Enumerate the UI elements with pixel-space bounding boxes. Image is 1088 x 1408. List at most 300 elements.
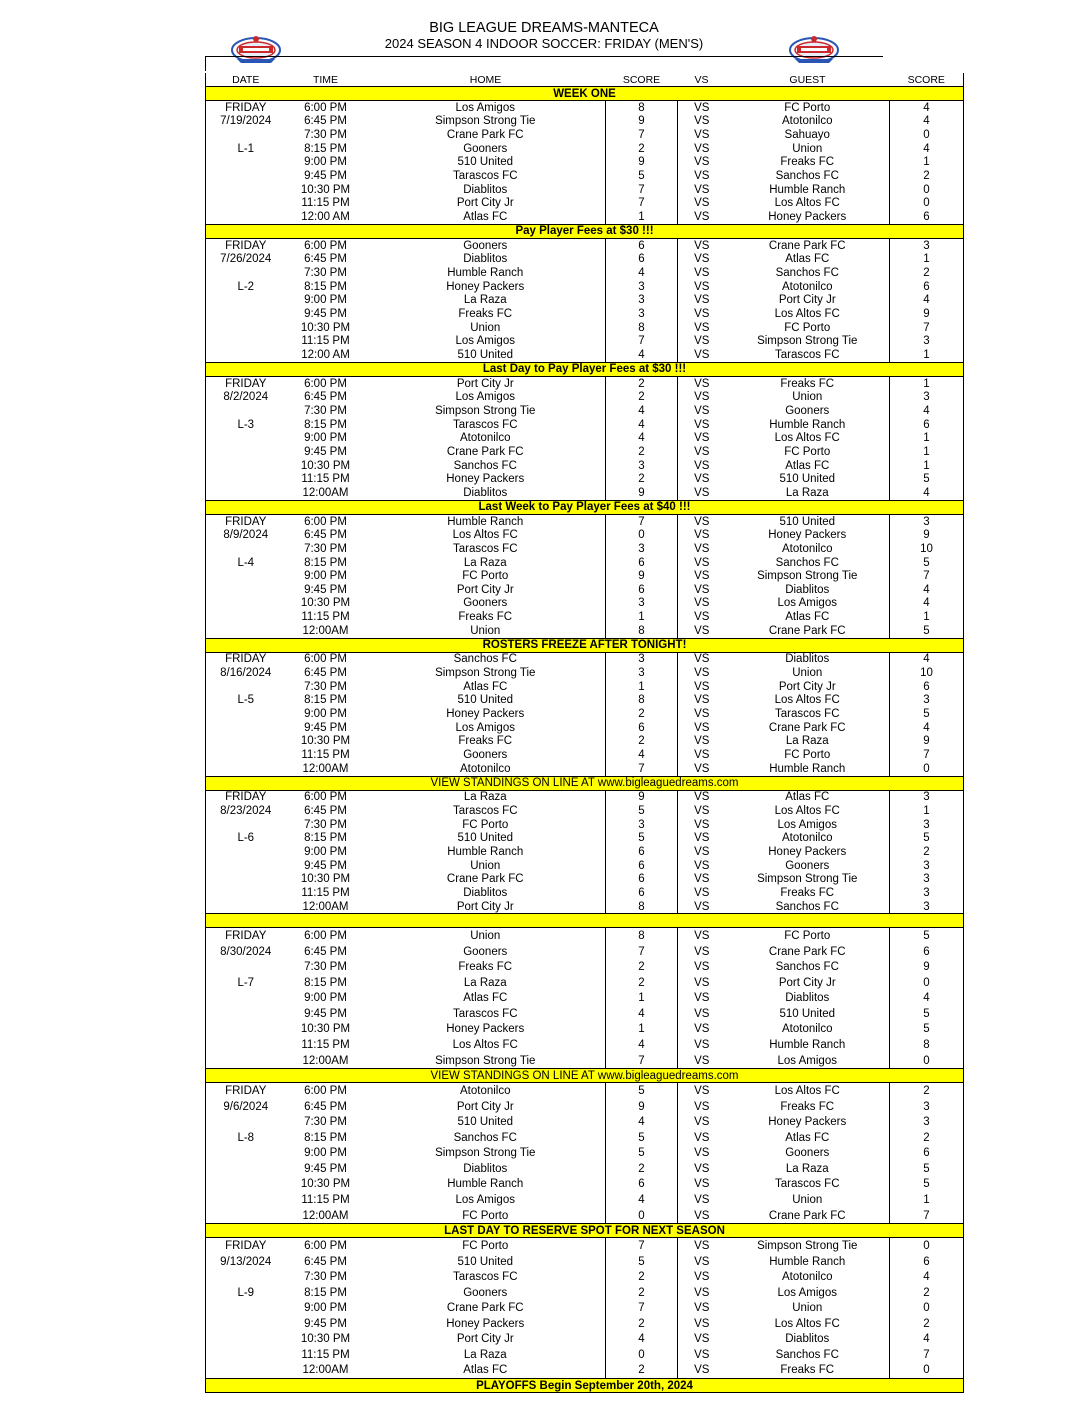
home-team: Simpson Strong Tie bbox=[435, 1147, 536, 1160]
vs-label: VS bbox=[694, 945, 710, 958]
game-row bbox=[206, 183, 964, 197]
col-guest-score-header: SCORE bbox=[890, 73, 964, 87]
home-team: Atotonilco bbox=[459, 762, 511, 775]
home-team: Diablitos bbox=[463, 253, 508, 266]
guest-score: 7 bbox=[890, 1208, 964, 1224]
home-score: 4 bbox=[606, 418, 678, 432]
home-team: La Raza bbox=[463, 294, 507, 307]
home-team: Humble Ranch bbox=[447, 515, 524, 528]
game-row bbox=[206, 597, 964, 611]
home-team: Tarascos FC bbox=[452, 418, 518, 431]
page-title: BIG LEAGUE DREAMS-MANTECA bbox=[429, 20, 659, 36]
home-team: Union bbox=[470, 930, 501, 943]
home-score: 5 bbox=[606, 1083, 678, 1099]
home-score: 5 bbox=[606, 169, 678, 183]
guest-team: Freaks FC bbox=[780, 156, 835, 169]
home-team: Simpson Strong Tie bbox=[435, 1054, 536, 1067]
game-time: 11:15 PM bbox=[301, 749, 350, 762]
guest-score: 5 bbox=[890, 1161, 964, 1177]
date-cell bbox=[206, 348, 286, 362]
home-score: 3 bbox=[606, 597, 678, 611]
week-label: L-9 bbox=[206, 1285, 286, 1301]
vs-label: VS bbox=[694, 1054, 710, 1067]
home-score: 6 bbox=[606, 859, 678, 873]
game-time: 6:00 PM bbox=[304, 1240, 347, 1253]
guest-score: 4 bbox=[890, 101, 964, 115]
home-score: 1 bbox=[606, 680, 678, 694]
home-team: La Raza bbox=[463, 791, 507, 804]
date-cell bbox=[206, 900, 286, 914]
game-time: 9:00 PM bbox=[304, 992, 347, 1005]
week-banner-text: ROSTERS FREEZE AFTER TONIGHT! bbox=[206, 638, 964, 652]
home-score: 4 bbox=[606, 1332, 678, 1348]
vs-label: VS bbox=[694, 473, 710, 486]
week-banner-text bbox=[206, 914, 964, 928]
guest-team: Honey Packers bbox=[768, 529, 847, 542]
home-score: 5 bbox=[606, 832, 678, 846]
vs-label: VS bbox=[694, 721, 710, 734]
schedule-body bbox=[206, 73, 964, 1393]
game-day: FRIDAY bbox=[206, 1238, 286, 1254]
vs-label: VS bbox=[694, 404, 710, 417]
home-team: Atlas FC bbox=[463, 680, 508, 693]
vs-label: VS bbox=[694, 459, 710, 472]
game-row bbox=[206, 859, 964, 873]
game-row bbox=[206, 1316, 964, 1332]
date-cell bbox=[206, 445, 286, 459]
col-vs-header: VS bbox=[678, 73, 726, 87]
game-row bbox=[206, 238, 964, 252]
home-score: 7 bbox=[606, 1238, 678, 1254]
home-team: Gooners bbox=[463, 945, 508, 958]
home-team: Humble Ranch bbox=[447, 267, 524, 280]
game-row bbox=[206, 1146, 964, 1162]
guest-team: Crane Park FC bbox=[768, 945, 846, 958]
home-score: 2 bbox=[606, 1316, 678, 1332]
game-time: 9:45 PM bbox=[304, 308, 347, 321]
guest-team: Tarascos FC bbox=[774, 708, 840, 721]
game-row bbox=[206, 900, 964, 914]
col-home-score-header: SCORE bbox=[606, 73, 678, 87]
guest-score: 3 bbox=[890, 818, 964, 832]
date-cell bbox=[206, 266, 286, 280]
date-cell bbox=[206, 542, 286, 556]
guest-team: Gooners bbox=[785, 859, 830, 872]
game-time: 6:00 PM bbox=[304, 930, 347, 943]
game-time: 6:00 PM bbox=[304, 377, 347, 390]
game-row bbox=[206, 804, 964, 818]
date-cell bbox=[206, 721, 286, 735]
date-cell bbox=[206, 859, 286, 873]
vs-label: VS bbox=[694, 1039, 710, 1052]
game-row bbox=[206, 652, 964, 666]
game-row bbox=[206, 335, 964, 349]
date-cell bbox=[206, 707, 286, 721]
guest-team: Union bbox=[792, 1302, 823, 1315]
guest-team: Sanchos FC bbox=[775, 900, 839, 913]
game-row bbox=[206, 459, 964, 473]
date-cell bbox=[206, 1363, 286, 1379]
guest-score: 1 bbox=[890, 610, 964, 624]
game-row bbox=[206, 266, 964, 280]
guest-score: 1 bbox=[890, 348, 964, 362]
guest-team: Humble Ranch bbox=[769, 762, 846, 775]
week-banner bbox=[206, 1224, 964, 1238]
game-row bbox=[206, 1083, 964, 1099]
guest-team: Freaks FC bbox=[780, 886, 835, 899]
game-time: 10:30 PM bbox=[300, 1178, 351, 1191]
guest-team: Sahuayo bbox=[784, 129, 830, 142]
home-score: 6 bbox=[606, 721, 678, 735]
home-score: 2 bbox=[606, 735, 678, 749]
game-date: 8/2/2024 bbox=[206, 390, 286, 404]
guest-team: Freaks FC bbox=[726, 1363, 890, 1379]
date-cell bbox=[206, 197, 286, 211]
home-score: 5 bbox=[606, 1254, 678, 1270]
game-time: 7:30 PM bbox=[304, 267, 347, 280]
guest-team: Freaks FC bbox=[780, 1100, 835, 1113]
vs-label: VS bbox=[694, 1240, 710, 1253]
game-row bbox=[206, 115, 964, 129]
guest-score: 1 bbox=[890, 445, 964, 459]
home-score: 6 bbox=[606, 253, 678, 267]
week-label: L-7 bbox=[206, 975, 286, 991]
home-score: 3 bbox=[606, 280, 678, 294]
guest-team: Los Altos FC bbox=[774, 1317, 840, 1330]
guest-team: Diablitos bbox=[785, 653, 830, 666]
vs-label: VS bbox=[694, 873, 710, 886]
vs-label: VS bbox=[694, 1085, 710, 1098]
date-cell bbox=[206, 569, 286, 583]
guest-score: 3 bbox=[890, 238, 964, 252]
column-header-row bbox=[206, 73, 964, 87]
vs-label: VS bbox=[694, 818, 710, 831]
guest-score: 4 bbox=[890, 597, 964, 611]
home-team: Honey Packers bbox=[446, 1317, 525, 1330]
week-banner-text: Pay Player Fees at $30 !!! bbox=[206, 224, 964, 238]
home-score: 4 bbox=[606, 1037, 678, 1053]
vs-label: VS bbox=[694, 1317, 710, 1330]
game-row bbox=[206, 376, 964, 390]
home-score: 7 bbox=[606, 944, 678, 960]
game-row bbox=[206, 872, 964, 886]
game-row bbox=[206, 680, 964, 694]
vs-label: VS bbox=[694, 432, 710, 445]
vs-label: VS bbox=[694, 1333, 710, 1346]
game-row bbox=[206, 928, 964, 944]
game-time: 8:15 PM bbox=[304, 142, 347, 155]
guest-score: 6 bbox=[890, 418, 964, 432]
guest-team: Crane Park FC bbox=[768, 239, 846, 252]
date-cell bbox=[206, 680, 286, 694]
guest-team: Port City Jr bbox=[778, 680, 836, 693]
game-row bbox=[206, 431, 964, 445]
home-team: Port City Jr bbox=[456, 900, 514, 913]
home-score: 4 bbox=[606, 748, 678, 762]
guest-team: Honey Packers bbox=[768, 211, 847, 224]
game-row bbox=[206, 528, 964, 542]
home-team: Crane Park FC bbox=[446, 129, 524, 142]
guest-score: 0 bbox=[890, 183, 964, 197]
home-team: Port City Jr bbox=[456, 197, 514, 210]
game-date: 8/9/2024 bbox=[206, 528, 286, 542]
game-row bbox=[206, 845, 964, 859]
vs-label: VS bbox=[694, 1271, 710, 1284]
home-team: Freaks FC bbox=[458, 308, 513, 321]
home-team: Tarascos FC bbox=[452, 542, 518, 555]
guest-team: Los Amigos bbox=[777, 1286, 837, 1299]
guest-team: La Raza bbox=[785, 486, 829, 499]
week-label: L-3 bbox=[206, 418, 286, 432]
schedule-header bbox=[0, 20, 1088, 51]
home-team: Atlas FC bbox=[463, 211, 508, 224]
vs-label: VS bbox=[678, 1363, 726, 1379]
game-row bbox=[206, 762, 964, 776]
home-team: Union bbox=[470, 624, 501, 637]
guest-score: 5 bbox=[890, 624, 964, 638]
home-team: Tarascos FC bbox=[452, 805, 518, 818]
week-label: L-1 bbox=[206, 142, 286, 156]
game-row bbox=[206, 1022, 964, 1038]
guest-team: Atotonilco bbox=[781, 1271, 833, 1284]
game-time: 7:30 PM bbox=[304, 404, 347, 417]
game-date: 9/13/2024 bbox=[206, 1254, 286, 1270]
game-time: 12:00AM bbox=[302, 486, 349, 499]
guest-team: Sanchos FC bbox=[775, 267, 839, 280]
vs-label: VS bbox=[694, 832, 710, 845]
vs-label: VS bbox=[694, 1348, 710, 1361]
guest-team: Sanchos FC bbox=[775, 961, 839, 974]
guest-team: Los Altos FC bbox=[774, 1085, 840, 1098]
guest-team: Humble Ranch bbox=[769, 1255, 846, 1268]
game-row bbox=[206, 1114, 964, 1130]
game-time: 10:30 PM bbox=[300, 873, 351, 886]
game-time: 7:30 PM bbox=[304, 542, 347, 555]
home-score: 2 bbox=[606, 390, 678, 404]
game-time: 9:45 PM bbox=[304, 1317, 347, 1330]
home-score: 4 bbox=[606, 1192, 678, 1208]
game-time: 10:30 PM bbox=[300, 1023, 351, 1036]
guest-score: 1 bbox=[890, 376, 964, 390]
game-time: 8:15 PM bbox=[304, 556, 347, 569]
home-score: 4 bbox=[606, 404, 678, 418]
home-team: Diablitos bbox=[463, 486, 508, 499]
date-cell bbox=[206, 960, 286, 976]
game-row bbox=[206, 721, 964, 735]
vs-label: VS bbox=[694, 961, 710, 974]
game-time: 11:15 PM bbox=[301, 1193, 350, 1206]
game-row bbox=[206, 1238, 964, 1254]
vs-label: VS bbox=[694, 653, 710, 666]
game-time: 10:30 PM bbox=[300, 459, 351, 472]
game-time: 9:45 PM bbox=[304, 1007, 347, 1020]
guest-team: Tarascos FC bbox=[774, 1178, 840, 1191]
col-time-header: TIME bbox=[286, 73, 366, 87]
guest-team: Tarascos FC bbox=[774, 348, 840, 361]
home-team: Humble Ranch bbox=[447, 1178, 524, 1191]
game-day: FRIDAY bbox=[206, 238, 286, 252]
guest-team: La Raza bbox=[785, 1162, 829, 1175]
guest-score: 3 bbox=[890, 390, 964, 404]
game-time: 11:15 PM bbox=[301, 611, 350, 624]
vs-label: VS bbox=[694, 900, 710, 913]
vs-label: VS bbox=[694, 735, 710, 748]
vs-label: VS bbox=[694, 1007, 710, 1020]
vs-label: VS bbox=[694, 1116, 710, 1129]
game-row bbox=[206, 735, 964, 749]
game-row bbox=[206, 832, 964, 846]
game-time: 9:45 PM bbox=[304, 445, 347, 458]
guest-score: 0 bbox=[890, 762, 964, 776]
date-cell bbox=[206, 872, 286, 886]
date-cell bbox=[206, 431, 286, 445]
game-date: 7/26/2024 bbox=[206, 253, 286, 267]
home-score: 1 bbox=[606, 610, 678, 624]
home-team: Crane Park FC bbox=[446, 445, 524, 458]
game-time: 11:15 PM bbox=[301, 473, 350, 486]
game-row bbox=[206, 514, 964, 528]
home-team: Gooners bbox=[463, 597, 508, 610]
guest-team: Gooners bbox=[785, 404, 830, 417]
date-cell bbox=[206, 1006, 286, 1022]
guest-team: La Raza bbox=[785, 735, 829, 748]
guest-score: 4 bbox=[890, 652, 964, 666]
game-time: 8:15 PM bbox=[304, 1131, 347, 1144]
guest-score: 1 bbox=[890, 459, 964, 473]
home-team: Atotonilco bbox=[459, 1085, 511, 1098]
guest-score: 5 bbox=[890, 928, 964, 944]
date-cell bbox=[206, 748, 286, 762]
game-row bbox=[206, 404, 964, 418]
guest-team: Atlas FC bbox=[785, 459, 830, 472]
game-row bbox=[206, 253, 964, 267]
home-score: 7 bbox=[606, 128, 678, 142]
game-time: 9:00 PM bbox=[304, 570, 347, 583]
home-score: 1 bbox=[606, 210, 678, 224]
guest-score: 0 bbox=[890, 975, 964, 991]
home-score: 7 bbox=[606, 335, 678, 349]
vs-label: VS bbox=[694, 762, 710, 775]
date-cell bbox=[206, 1269, 286, 1285]
guest-score: 6 bbox=[890, 1254, 964, 1270]
guest-score: 5 bbox=[890, 556, 964, 570]
guest-team: Diablitos bbox=[785, 583, 830, 596]
vs-label: VS bbox=[694, 1131, 710, 1144]
game-time: 9:45 PM bbox=[304, 721, 347, 734]
vs-label: VS bbox=[694, 280, 710, 293]
game-row bbox=[206, 666, 964, 680]
home-score: 3 bbox=[606, 818, 678, 832]
home-score: 7 bbox=[606, 514, 678, 528]
guest-score: 1 bbox=[890, 253, 964, 267]
home-score: 6 bbox=[606, 556, 678, 570]
home-score: 8 bbox=[606, 101, 678, 115]
game-row bbox=[206, 486, 964, 500]
game-time: 10:30 PM bbox=[300, 1333, 351, 1346]
game-time: 12:00AM bbox=[302, 1054, 349, 1067]
game-row bbox=[206, 610, 964, 624]
guest-team: Humble Ranch bbox=[769, 183, 846, 196]
guest-team: Simpson Strong Tie bbox=[757, 335, 858, 348]
game-time: 9:00 PM bbox=[304, 432, 347, 445]
home-team: Los Amigos bbox=[455, 721, 515, 734]
guest-team: Port City Jr bbox=[778, 976, 836, 989]
vs-label: VS bbox=[694, 445, 710, 458]
game-row bbox=[206, 1099, 964, 1115]
game-time: 7:30 PM bbox=[304, 1116, 347, 1129]
home-team: 510 United bbox=[457, 1116, 514, 1129]
game-date: 8/23/2024 bbox=[206, 804, 286, 818]
header-rule bbox=[205, 56, 883, 71]
home-score: 8 bbox=[606, 928, 678, 944]
home-team: Port City Jr bbox=[456, 377, 514, 390]
guest-score: 6 bbox=[890, 210, 964, 224]
vs-label: VS bbox=[694, 976, 710, 989]
game-row bbox=[206, 991, 964, 1007]
guest-team: Los Altos FC bbox=[774, 432, 840, 445]
date-cell bbox=[206, 1022, 286, 1038]
game-time: 6:45 PM bbox=[304, 529, 347, 542]
game-time: 6:00 PM bbox=[304, 515, 347, 528]
vs-label: VS bbox=[694, 859, 710, 872]
game-row bbox=[206, 790, 964, 804]
date-cell bbox=[206, 210, 286, 224]
guest-team: Union bbox=[792, 667, 823, 680]
home-score: 5 bbox=[606, 804, 678, 818]
date-cell bbox=[206, 1177, 286, 1193]
week-banner bbox=[206, 776, 964, 790]
guest-team: Crane Park FC bbox=[768, 624, 846, 637]
home-team: Atlas FC bbox=[463, 992, 508, 1005]
game-row bbox=[206, 1347, 964, 1363]
game-day: FRIDAY bbox=[206, 101, 286, 115]
game-time: 11:15 PM bbox=[301, 197, 350, 210]
guest-score: 3 bbox=[890, 790, 964, 804]
home-score: 4 bbox=[606, 431, 678, 445]
guest-score: 2 bbox=[890, 1316, 964, 1332]
col-home-header: HOME bbox=[366, 73, 606, 87]
guest-team: Union bbox=[792, 1193, 823, 1206]
home-score: 0 bbox=[606, 528, 678, 542]
date-cell bbox=[206, 1332, 286, 1348]
guest-team: Los Amigos bbox=[777, 597, 837, 610]
home-score: 3 bbox=[606, 294, 678, 308]
vs-label: VS bbox=[694, 529, 710, 542]
guest-score: 5 bbox=[890, 1006, 964, 1022]
guest-score: 2 bbox=[890, 1285, 964, 1301]
home-team: La Raza bbox=[463, 976, 507, 989]
date-cell bbox=[206, 183, 286, 197]
home-team: Tarascos FC bbox=[452, 1271, 518, 1284]
game-time: 9:45 PM bbox=[304, 170, 347, 183]
guest-score: 3 bbox=[890, 886, 964, 900]
date-cell bbox=[206, 459, 286, 473]
guest-team: Sanchos FC bbox=[775, 556, 839, 569]
home-team: Atlas FC bbox=[366, 1363, 606, 1379]
vs-label: VS bbox=[694, 930, 710, 943]
game-row bbox=[206, 1130, 964, 1146]
home-score: 9 bbox=[606, 115, 678, 129]
home-score: 9 bbox=[606, 486, 678, 500]
date-cell bbox=[206, 583, 286, 597]
game-row bbox=[206, 1363, 964, 1379]
guest-score: 3 bbox=[890, 514, 964, 528]
home-score: 5 bbox=[606, 1130, 678, 1146]
vs-label: VS bbox=[694, 156, 710, 169]
guest-team: Humble Ranch bbox=[769, 418, 846, 431]
guest-score: 4 bbox=[890, 486, 964, 500]
home-score: 7 bbox=[606, 762, 678, 776]
